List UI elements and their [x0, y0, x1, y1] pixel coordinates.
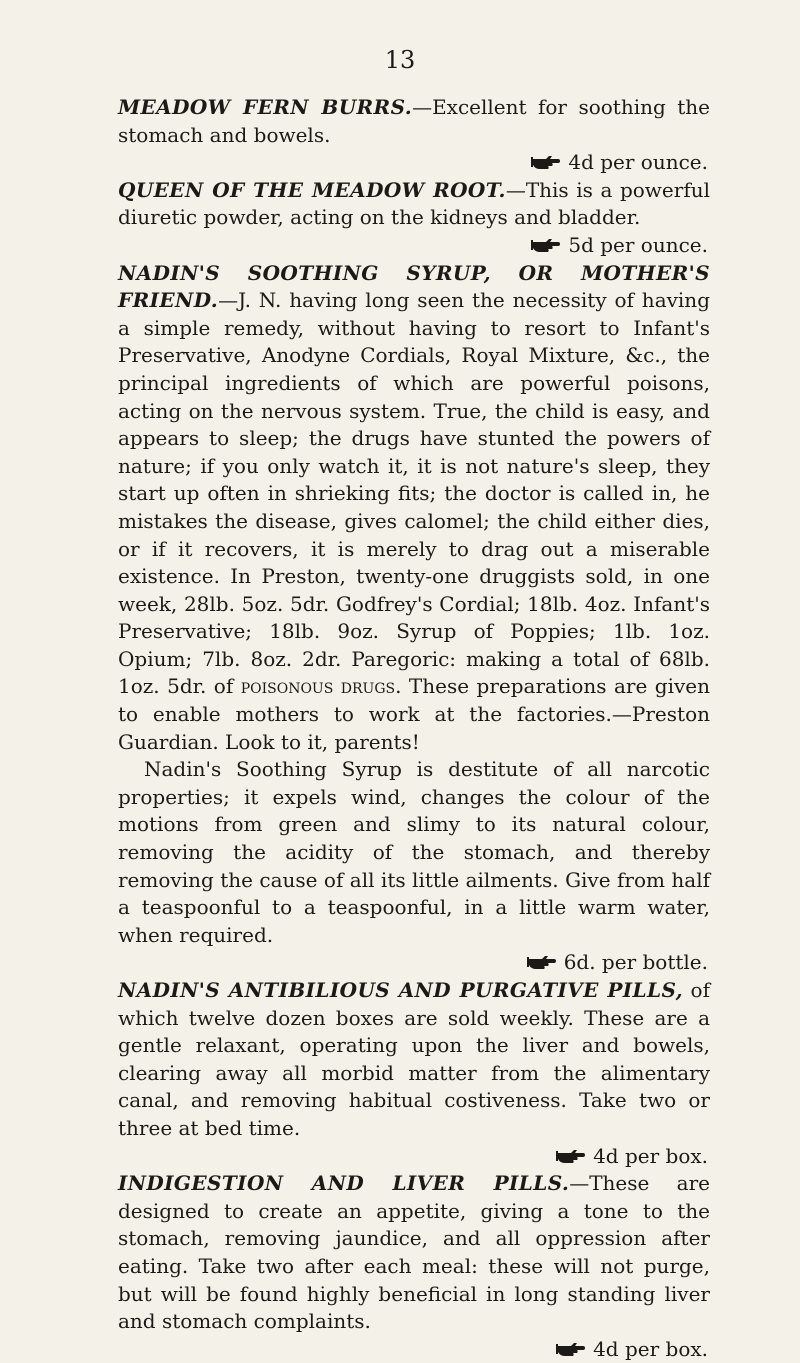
entry-nadins-antibilious-pills — [118, 977, 710, 1170]
page-number: 13 — [384, 46, 416, 74]
entry-price: 6d. per bottle. — [563, 950, 708, 975]
entry-price: 4d per ounce. — [568, 150, 708, 175]
entry-price-line — [118, 149, 710, 177]
entry-meadow-fern-burrs — [118, 94, 710, 177]
entry-price-line — [118, 949, 710, 977]
entry-indigestion-and-liver-pills — [118, 1170, 710, 1363]
entry-price-line — [118, 232, 710, 260]
pointing-hand-icon — [555, 1147, 585, 1165]
document-body — [118, 94, 710, 1363]
entry-emphasis: poisonous drugs. — [240, 674, 402, 699]
entry-text-continued: These preparations are given to enable mothers to work at the factories.—Preston Guardian. Look to it, parents! — [118, 674, 710, 754]
entry-text: of which twelve dozen boxes are sold weekly. These are a gentle relaxant, operating upon the liver and bowels, clearing away all morbid matter from the alimentary canal, and removing habitual costiveness. Take two or three at bed time. — [118, 978, 710, 1140]
entry-heading: QUEEN OF THE MEADOW ROOT. — [118, 177, 506, 202]
pointing-hand-icon — [555, 1340, 585, 1358]
entry-price: 5d per ounce. — [568, 232, 708, 257]
entry-text: —This is a powerful diuretic powder, acting on the kidneys and bladder. — [118, 177, 710, 230]
entry-heading: MEADOW FERN BURRS. — [118, 95, 413, 119]
entry-text: —Excellent for soothing the stomach and bowels. — [118, 95, 710, 147]
entry-queen-of-the-meadow-root — [118, 177, 710, 260]
entry-nadins-soothing-syrup — [118, 260, 710, 757]
entry-nadins-soothing-syrup-paragraph — [118, 756, 710, 977]
entry-text: —These are designed to create an appetite, giving a tone to the stomach, removing jaundice, and all oppression after eating. Take two after each meal: these will not purge, but will be found highly beneficial in long standing liver and stomach complaints. — [118, 1171, 710, 1334]
entry-text: Nadin's Soothing Syrup is destitute of all narcotic properties; it expels wind, changes the colour of the motions from green and slimy to its natural colour, removing the acidity of the stomach, and thereby removing the cause of all its little ailments. Give from half a teaspoonful to a teaspoonful, in a little warm water, when required. — [118, 757, 710, 947]
entry-heading: INDIGESTION AND LIVER PILLS. — [118, 1171, 570, 1196]
entry-price-line — [118, 1336, 710, 1363]
entry-price: 4d per box. — [593, 1336, 708, 1361]
pointing-hand-icon — [526, 953, 556, 971]
pointing-hand-icon — [530, 153, 560, 171]
entry-heading: NADIN'S ANTIBILIOUS AND PURGATIVE PILLS, — [118, 978, 683, 1002]
entry-text: —J. N. having long seen the necessity of having a simple remedy, without having to resort to Infant's Preservative, Anodyne Cordials, Royal Mixture, &c., the principal ingredients of which are powerful poisons, acting on the nervous system. True, the child is easy, and appears to sleep; the drugs have stunted the powers of nature; if you only watch it, it is not nature's sleep, they start up often in shrieking fits; the doctor is called in, he mistakes the disease, gives calomel; the child either dies, or if it recovers, it is merely to drag out a miserable existence. In Preston, twenty-one druggists sold, in one week, 28lb. 5oz. 5dr. Godfrey's Cordial; 18lb. 4oz. Infant's Preservative; 18lb. 9oz. Syrup of Poppies; 1lb. 1oz. Opium; 7lb. 8oz. 2dr. Paregoric: making a total of 68lb. 1oz. 5dr. of — [118, 288, 710, 699]
entry-price: 4d per box. — [593, 1143, 708, 1168]
entry-price-line — [118, 1143, 710, 1171]
pointing-hand-icon — [530, 236, 560, 254]
entry-heading: NADIN'S SOOTHING SYRUP, OR MOTHER'S FRIEND. — [118, 260, 710, 313]
